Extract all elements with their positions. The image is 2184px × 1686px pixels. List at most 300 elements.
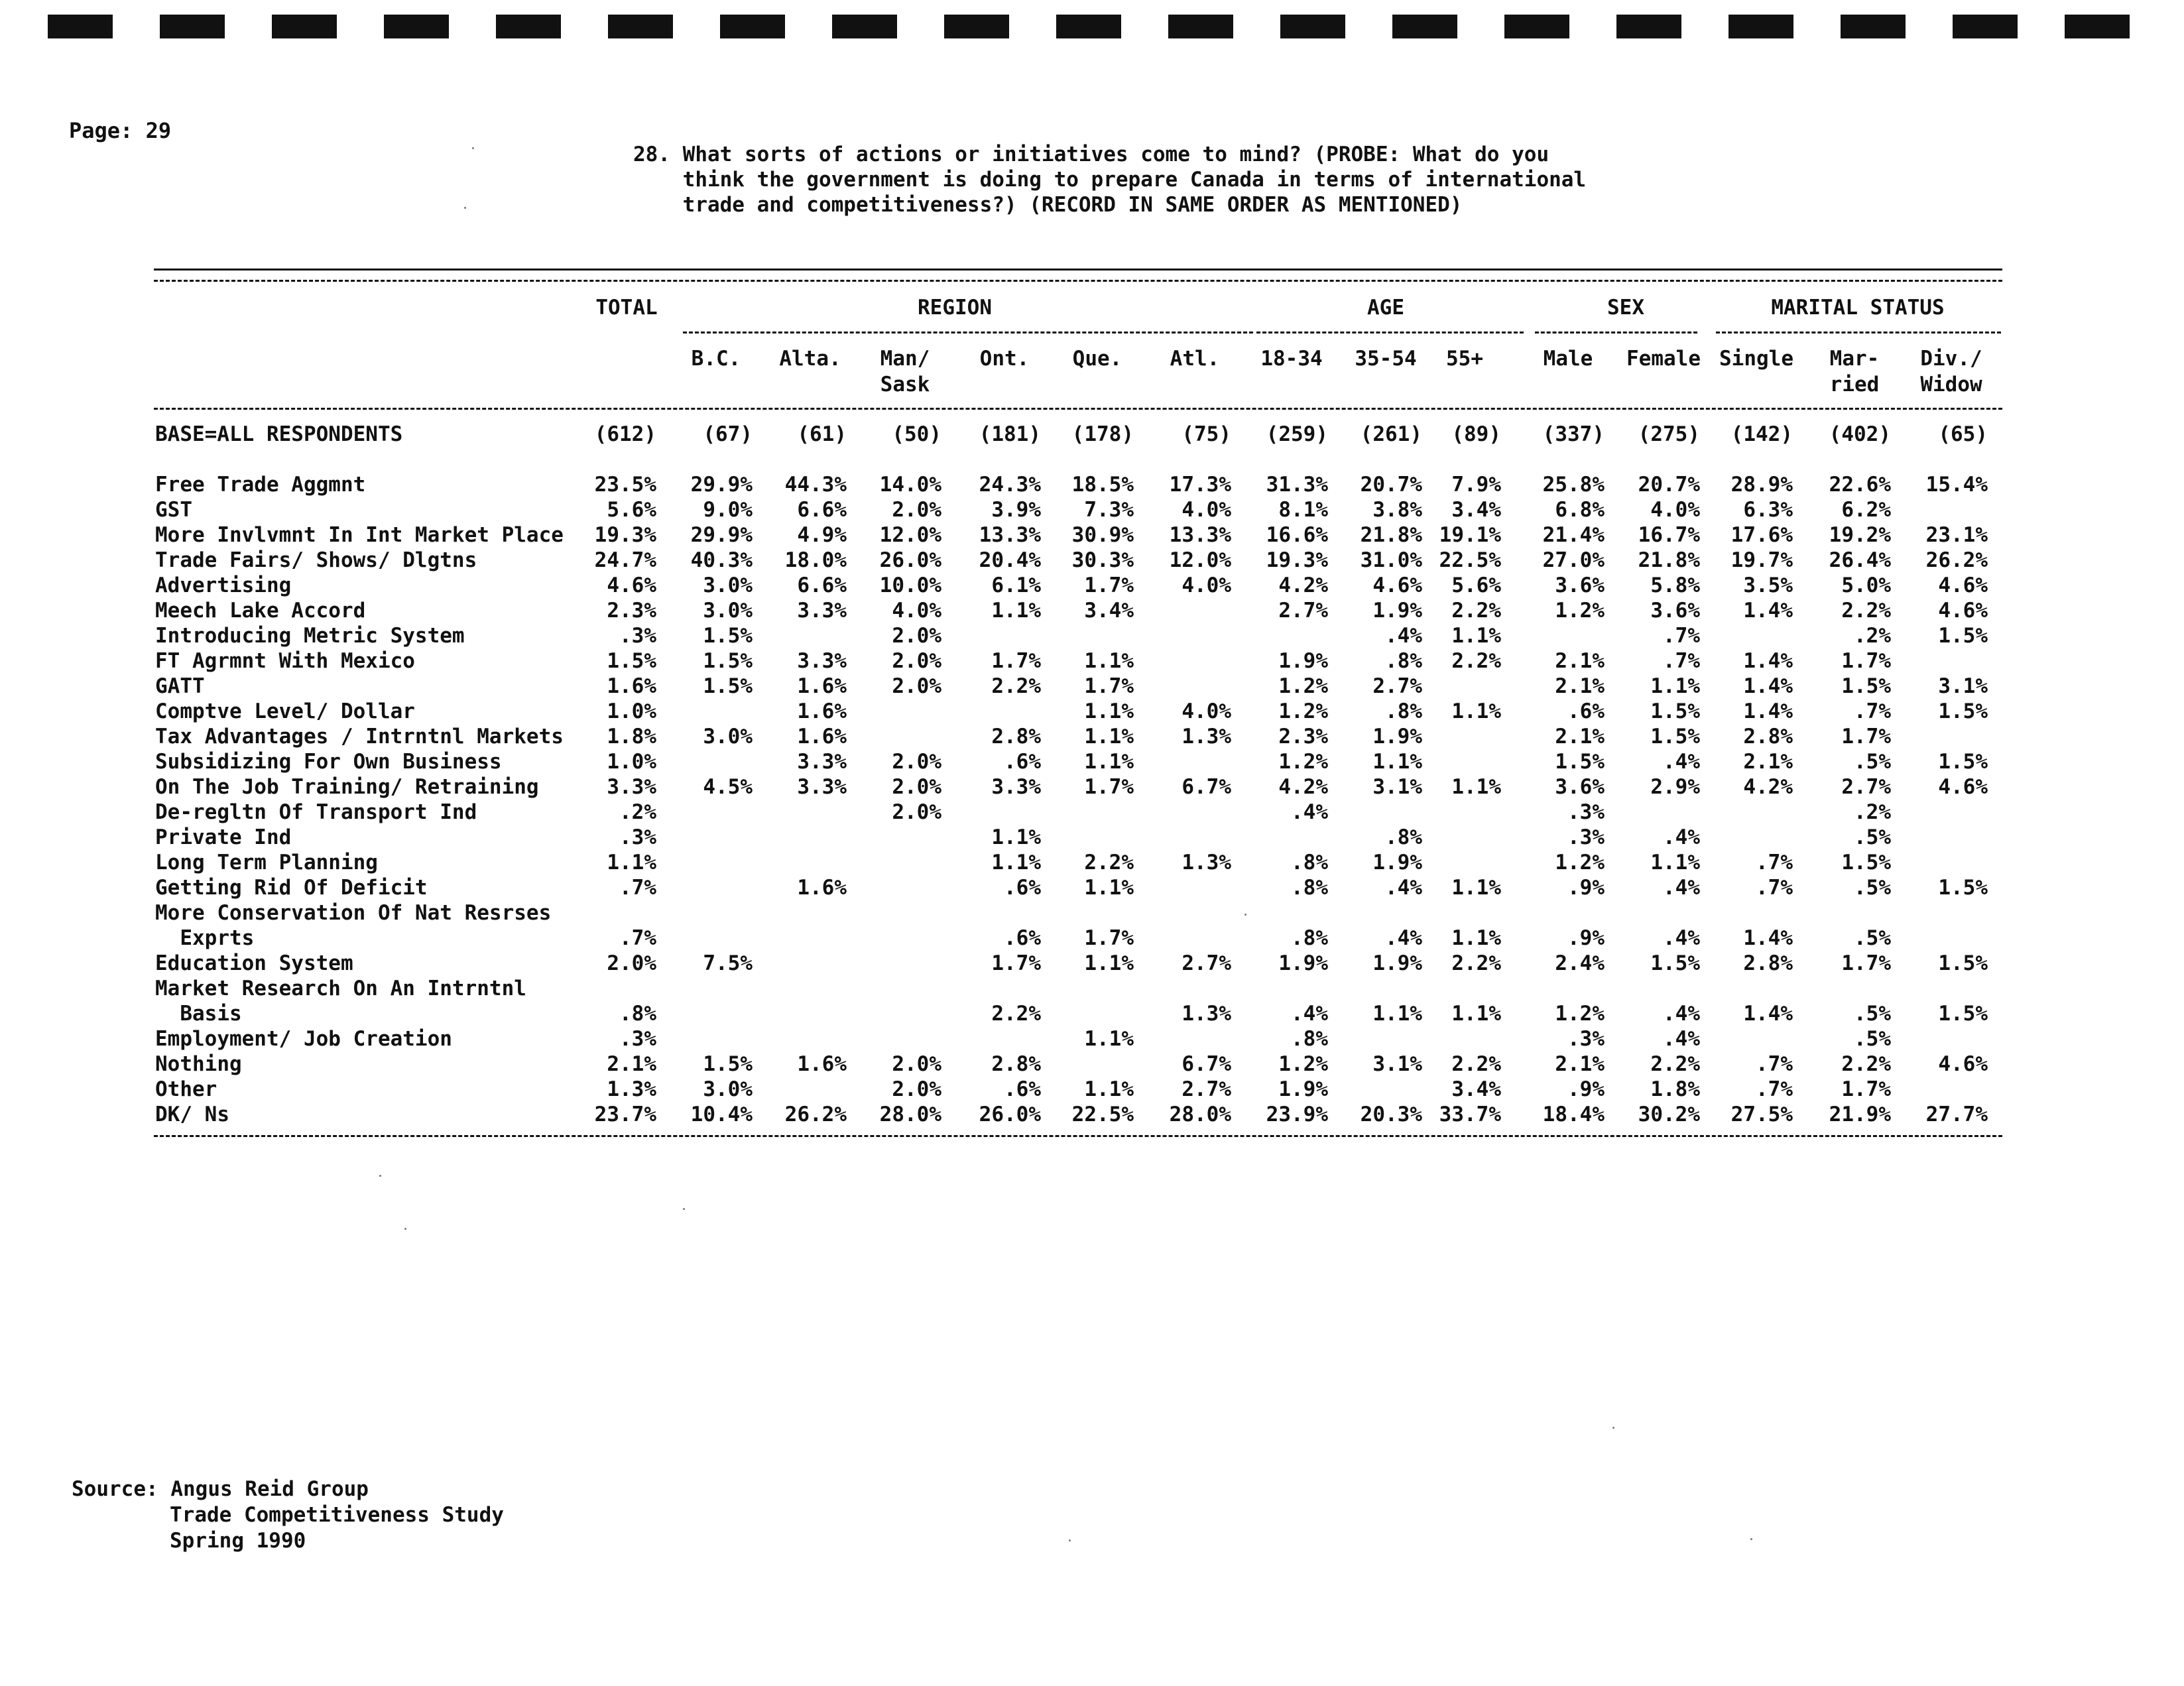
table-cell: 8.1%: [1278, 498, 1328, 522]
row-label: Tax Advantages / Intrntnl Markets: [155, 725, 564, 749]
table-cell: .5%: [1854, 926, 1891, 950]
table-cell: 19.1%: [1439, 523, 1501, 547]
table-cell: 1.9%: [1278, 649, 1328, 673]
table-cell: 1.5%: [1650, 951, 1700, 975]
table-cell: 23.7%: [594, 1103, 656, 1126]
table-cell: 1.6%: [797, 674, 847, 698]
table-cell: 1.2%: [1278, 674, 1328, 698]
base-value: (142): [1730, 422, 1793, 446]
header-bottom-rule: [154, 408, 2002, 410]
table-cell: 4.2%: [1278, 573, 1328, 597]
binding-hole-strip: [0, 15, 2184, 38]
table-cell: 2.1%: [1555, 674, 1605, 698]
table-cell: 5.6%: [1451, 573, 1501, 597]
table-cell: 1.3%: [607, 1077, 656, 1101]
table-cell: 1.2%: [1278, 750, 1328, 774]
table-cell: 4.0%: [1182, 573, 1231, 597]
column-header: Que.: [1072, 347, 1122, 371]
table-cell: .4%: [1663, 1002, 1700, 1026]
table-cell: .2%: [619, 800, 656, 824]
table-cell: 1.2%: [1555, 1002, 1605, 1026]
table-cell: 1.7%: [991, 649, 1041, 673]
table-cell: 3.3%: [607, 775, 656, 799]
row-label: Meech Lake Accord: [155, 599, 366, 623]
table-cell: .3%: [619, 1027, 656, 1051]
table-cell: 2.0%: [892, 1077, 941, 1101]
table-cell: 2.8%: [1743, 951, 1793, 975]
table-cell: 26.2%: [1925, 548, 1988, 572]
table-cell: 18.5%: [1071, 473, 1134, 497]
table-cell: 1.5%: [1938, 699, 1988, 723]
table-cell: 17.6%: [1730, 523, 1793, 547]
table-cell: 2.0%: [892, 750, 941, 774]
row-label: Private Ind: [155, 825, 292, 849]
table-cell: 1.1%: [1084, 876, 1134, 900]
table-cell: 19.2%: [1829, 523, 1891, 547]
table-cell: .7%: [1663, 649, 1700, 673]
table-cell: 2.8%: [1743, 725, 1793, 749]
row-label: Introducing Metric System: [155, 624, 465, 648]
table-cell: 1.1%: [1084, 1027, 1134, 1051]
table-cell: 23.1%: [1925, 523, 1988, 547]
table-cell: 3.3%: [797, 775, 847, 799]
table-cell: 6.3%: [1743, 498, 1793, 522]
table-cell: 28.0%: [1169, 1103, 1231, 1126]
table-cell: 1.9%: [1278, 951, 1328, 975]
table-cell: 18.0%: [784, 548, 847, 572]
table-cell: .2%: [1854, 800, 1891, 824]
table-cell: 10.0%: [879, 573, 941, 597]
table-cell: 28.0%: [879, 1103, 941, 1126]
table-cell: .3%: [1567, 1027, 1605, 1051]
column-header-line2: ried: [1829, 373, 1880, 396]
table-cell: .8%: [1385, 825, 1422, 849]
binding-block: [720, 15, 785, 38]
table-cell: 6.6%: [797, 498, 847, 522]
binding-block: [1056, 15, 1121, 38]
table-cell: 2.7%: [1182, 951, 1231, 975]
table-cell: 12.0%: [1169, 548, 1231, 572]
table-cell: 1.5%: [703, 624, 753, 648]
scan-speck: [1612, 1427, 1614, 1429]
table-cell: 3.0%: [703, 573, 753, 597]
column-header-line2: Sask: [880, 373, 930, 396]
table-cell: 19.3%: [1266, 548, 1328, 572]
table-cell: .5%: [1854, 825, 1891, 849]
table-cell: 25.8%: [1542, 473, 1605, 497]
table-cell: .4%: [1663, 1027, 1700, 1051]
table-cell: 3.0%: [703, 725, 753, 749]
base-value: (261): [1360, 422, 1422, 446]
scan-speck: [472, 147, 474, 149]
table-cell: .7%: [619, 926, 656, 950]
table-cell: .4%: [1663, 876, 1700, 900]
column-header: Mar-: [1829, 347, 1880, 371]
table-cell: 2.0%: [892, 498, 941, 522]
table-cell: 1.1%: [1084, 951, 1134, 975]
table-cell: .6%: [1004, 926, 1041, 950]
table-cell: 2.9%: [1650, 775, 1700, 799]
table-cell: 27.5%: [1730, 1103, 1793, 1126]
table-cell: .7%: [1756, 1052, 1793, 1076]
row-label: GATT: [155, 674, 205, 698]
table-cell: .9%: [1567, 1077, 1605, 1101]
table-cell: 3.1%: [1372, 1052, 1422, 1076]
table-cell: 1.5%: [703, 674, 753, 698]
table-cell: .6%: [1004, 1077, 1041, 1101]
table-cell: 1.1%: [1084, 649, 1134, 673]
table-cell: 2.0%: [607, 951, 656, 975]
table-cell: 20.7%: [1638, 473, 1700, 497]
table-cell: 4.0%: [1650, 498, 1700, 522]
table-cell: .8%: [619, 1002, 656, 1026]
table-cell: 1.7%: [1084, 573, 1134, 597]
table-cell: 21.8%: [1638, 548, 1700, 572]
table-cell: 7.5%: [703, 951, 753, 975]
table-cell: 1.2%: [1278, 699, 1328, 723]
row-label: On The Job Training/ Retraining: [155, 775, 539, 799]
table-cell: 3.6%: [1555, 573, 1605, 597]
question-number: 28.: [633, 143, 670, 166]
table-cell: 31.0%: [1360, 548, 1422, 572]
table-cell: 1.1%: [1084, 699, 1134, 723]
table-cell: 3.4%: [1084, 599, 1134, 623]
table-cell: 5.6%: [607, 498, 656, 522]
column-header: Male: [1543, 347, 1593, 371]
table-cell: 18.4%: [1542, 1103, 1605, 1126]
table-cell: .8%: [1291, 926, 1328, 950]
table-cell: 1.8%: [1650, 1077, 1700, 1101]
table-cell: 3.3%: [797, 599, 847, 623]
table-cell: 26.0%: [879, 548, 941, 572]
table-cell: 1.1%: [1451, 876, 1501, 900]
table-cell: .2%: [1854, 624, 1891, 648]
base-value: (75): [1182, 422, 1231, 446]
group-header-total: TOTAL: [595, 296, 658, 320]
table-cell: 1.4%: [1743, 649, 1793, 673]
table-cell: 1.5%: [1555, 750, 1605, 774]
row-label: De-regltn Of Transport Ind: [155, 800, 477, 824]
table-cell: .4%: [1663, 825, 1700, 849]
group-underline: [683, 331, 1253, 333]
table-cell: .8%: [1291, 851, 1328, 874]
table-cell: .7%: [1756, 1077, 1793, 1101]
table-cell: 23.9%: [1266, 1103, 1328, 1126]
table-cell: .3%: [1567, 800, 1605, 824]
question-line-3: trade and competitiveness?) (RECORD IN SAME ORDER AS MENTIONED): [682, 193, 1463, 217]
table-cell: 4.9%: [797, 523, 847, 547]
table-cell: 2.0%: [892, 624, 941, 648]
table-cell: 26.2%: [784, 1103, 847, 1126]
table-cell: 16.7%: [1638, 523, 1700, 547]
table-cell: .4%: [1663, 926, 1700, 950]
table-cell: 2.2%: [991, 674, 1041, 698]
base-value: (181): [979, 422, 1041, 446]
table-cell: 1.5%: [703, 649, 753, 673]
table-cell: 1.1%: [1372, 750, 1422, 774]
table-cell: 6.1%: [991, 573, 1041, 597]
base-value: (259): [1266, 422, 1328, 446]
table-cell: 1.7%: [1841, 649, 1891, 673]
table-cell: 13.3%: [1169, 523, 1231, 547]
row-label: Exprts: [155, 926, 255, 950]
table-cell: 6.8%: [1555, 498, 1605, 522]
binding-block: [1168, 15, 1233, 38]
table-cell: 1.4%: [1743, 1002, 1793, 1026]
table-cell: .7%: [1756, 851, 1793, 874]
table-cell: 2.1%: [1743, 750, 1793, 774]
table-cell: 4.6%: [607, 573, 656, 597]
table-cell: 2.2%: [1650, 1052, 1700, 1076]
table-cell: 1.6%: [797, 699, 847, 723]
table-cell: .6%: [1004, 876, 1041, 900]
table-cell: 1.9%: [1372, 599, 1422, 623]
row-label: Getting Rid Of Deficit: [155, 876, 428, 900]
table-cell: .8%: [1291, 876, 1328, 900]
table-cell: 2.2%: [1841, 1052, 1891, 1076]
table-cell: 7.9%: [1451, 473, 1501, 497]
table-cell: 4.2%: [1278, 775, 1328, 799]
table-cell: 3.4%: [1451, 1077, 1501, 1101]
row-label: Advertising: [155, 573, 292, 597]
binding-block: [48, 15, 113, 38]
binding-block: [496, 15, 561, 38]
binding-block: [2065, 15, 2130, 38]
table-cell: 4.6%: [1938, 775, 1988, 799]
table-cell: .5%: [1854, 750, 1891, 774]
table-cell: .7%: [619, 876, 656, 900]
table-cell: 19.7%: [1730, 548, 1793, 572]
row-label: Nothing: [155, 1052, 242, 1076]
table-cell: 22.5%: [1071, 1103, 1134, 1126]
table-cell: 2.2%: [1084, 851, 1134, 874]
table-cell: 2.1%: [1555, 649, 1605, 673]
binding-block: [1953, 15, 2018, 38]
table-cell: 2.2%: [1841, 599, 1891, 623]
table-cell: 1.5%: [1650, 699, 1700, 723]
table-cell: .5%: [1854, 1027, 1891, 1051]
group-underline: [1256, 331, 1524, 333]
table-cell: 3.0%: [703, 1077, 753, 1101]
table-cell: 1.3%: [1182, 1002, 1231, 1026]
table-cell: 1.6%: [797, 1052, 847, 1076]
column-header: B.C.: [691, 347, 741, 371]
table-cell: 4.6%: [1372, 573, 1422, 597]
table-cell: 21.8%: [1360, 523, 1422, 547]
base-value: (402): [1829, 422, 1891, 446]
page-number: Page: 29: [69, 118, 172, 143]
table-cell: 1.1%: [1451, 624, 1501, 648]
table-cell: 1.6%: [797, 725, 847, 749]
base-value: (67): [703, 422, 753, 446]
row-label: Long Term Planning: [155, 851, 378, 874]
table-cell: 21.4%: [1542, 523, 1605, 547]
table-cell: .4%: [1291, 1002, 1328, 1026]
table-top-rule: [154, 269, 2002, 271]
table-cell: 20.7%: [1360, 473, 1422, 497]
table-cell: .4%: [1385, 926, 1422, 950]
row-label: Education System: [155, 951, 353, 975]
table-cell: .9%: [1567, 926, 1605, 950]
table-cell: 1.1%: [1451, 926, 1501, 950]
scan-speck: [464, 207, 466, 209]
table-cell: 2.2%: [1451, 1052, 1501, 1076]
table-cell: 2.1%: [607, 1052, 656, 1076]
table-cell: 1.1%: [1451, 699, 1501, 723]
table-cell: 2.0%: [892, 800, 941, 824]
row-label: Employment/ Job Creation: [155, 1027, 452, 1051]
table-cell: 1.8%: [607, 725, 656, 749]
scan-speck: [1069, 1539, 1071, 1541]
table-cell: 1.3%: [1182, 851, 1231, 874]
table-cell: 1.0%: [607, 750, 656, 774]
table-cell: 2.7%: [1182, 1077, 1231, 1101]
binding-block: [384, 15, 449, 38]
table-cell: 1.7%: [991, 951, 1041, 975]
table-cell: 2.2%: [991, 1002, 1041, 1026]
table-cell: 4.0%: [892, 599, 941, 623]
binding-block: [1504, 15, 1569, 38]
table-cell: 1.4%: [1743, 699, 1793, 723]
table-cell: 27.7%: [1925, 1103, 1988, 1126]
scan-speck: [379, 1175, 381, 1177]
table-cell: 2.7%: [1841, 775, 1891, 799]
table-cell: .8%: [1385, 649, 1422, 673]
base-value: (178): [1071, 422, 1134, 446]
table-cell: 1.1%: [991, 599, 1041, 623]
binding-block: [272, 15, 337, 38]
table-cell: 26.4%: [1829, 548, 1891, 572]
table-cell: 1.1%: [607, 851, 656, 874]
table-cell: 12.0%: [879, 523, 941, 547]
column-header: 55+: [1446, 347, 1483, 371]
table-cell: 4.6%: [1938, 573, 1988, 597]
table-cell: 13.3%: [979, 523, 1041, 547]
table-cell: 2.2%: [1451, 649, 1501, 673]
group-header-sex: SEX: [1607, 296, 1644, 320]
base-value: (612): [594, 422, 656, 446]
column-header: Ont.: [979, 347, 1030, 371]
binding-block: [1280, 15, 1345, 38]
table-cell: 1.2%: [1278, 1052, 1328, 1076]
table-cell: 20.4%: [979, 548, 1041, 572]
table-cell: 1.1%: [1650, 674, 1700, 698]
table-cell: 1.5%: [1938, 1002, 1988, 1026]
binding-block: [160, 15, 225, 38]
table-cell: 1.1%: [991, 825, 1041, 849]
question-line-2: think the government is doing to prepare Canada in terms of international: [682, 168, 1587, 192]
table-cell: 2.1%: [1555, 1052, 1605, 1076]
table-cell: 1.9%: [1372, 851, 1422, 874]
table-cell: .8%: [1291, 1027, 1328, 1051]
table-cell: 1.6%: [607, 674, 656, 698]
table-cell: 1.4%: [1743, 674, 1793, 698]
table-cell: 31.3%: [1266, 473, 1328, 497]
table-cell: 1.1%: [1451, 1002, 1501, 1026]
table-cell: 3.3%: [797, 750, 847, 774]
table-cell: 1.7%: [1084, 926, 1134, 950]
table-cell: 24.7%: [594, 548, 656, 572]
table-cell: 1.1%: [1451, 775, 1501, 799]
table-cell: 4.2%: [1743, 775, 1793, 799]
base-value: (275): [1638, 422, 1700, 446]
base-value: (89): [1451, 422, 1501, 446]
table-cell: 22.6%: [1829, 473, 1891, 497]
table-cell: 26.0%: [979, 1103, 1041, 1126]
source-label: Source:: [72, 1477, 158, 1501]
table-cell: 2.7%: [1278, 599, 1328, 623]
table-cell: .4%: [1385, 624, 1422, 648]
table-cell: .7%: [1854, 699, 1891, 723]
binding-block: [1392, 15, 1457, 38]
table-cell: 2.1%: [1555, 725, 1605, 749]
row-label: Other: [155, 1077, 217, 1101]
row-label: Free Trade Aggmnt: [155, 473, 366, 497]
table-cell: .3%: [619, 825, 656, 849]
table-cell: 7.3%: [1084, 498, 1134, 522]
row-label: More Invlvmnt In Int Market Place: [155, 523, 564, 547]
group-underline: [1716, 331, 2001, 333]
table-cell: .5%: [1854, 876, 1891, 900]
table-cell: 1.9%: [1278, 1077, 1328, 1101]
table-cell: .4%: [1291, 800, 1328, 824]
table-cell: 33.7%: [1439, 1103, 1501, 1126]
table-cell: 3.4%: [1451, 498, 1501, 522]
table-cell: 19.3%: [594, 523, 656, 547]
table-cell: 1.1%: [1084, 750, 1134, 774]
table-cell: 30.9%: [1071, 523, 1134, 547]
table-cell: 2.8%: [991, 1052, 1041, 1076]
table-cell: .8%: [1385, 699, 1422, 723]
table-cell: 2.0%: [892, 1052, 941, 1076]
table-cell: 30.2%: [1638, 1103, 1700, 1126]
table-cell: .6%: [1004, 750, 1041, 774]
binding-block: [1616, 15, 1681, 38]
table-cell: 1.3%: [1182, 725, 1231, 749]
table-cell: 1.7%: [1084, 775, 1134, 799]
table-cell: 2.2%: [1451, 951, 1501, 975]
table-cell: 2.4%: [1555, 951, 1605, 975]
binding-block: [832, 15, 897, 38]
table-cell: 20.3%: [1360, 1103, 1422, 1126]
table-cell: 27.0%: [1542, 548, 1605, 572]
table-cell: .4%: [1385, 876, 1422, 900]
table-cell: 2.0%: [892, 775, 941, 799]
table-cell: 29.9%: [690, 473, 753, 497]
table-cell: .9%: [1567, 876, 1605, 900]
table-top-dashed-rule: [154, 280, 2002, 282]
table-cell: 4.5%: [703, 775, 753, 799]
column-header: 35-54: [1355, 347, 1417, 371]
table-cell: .6%: [1567, 699, 1605, 723]
column-header: Alta.: [779, 347, 841, 371]
table-cell: 1.5%: [1938, 624, 1988, 648]
source-note: [72, 1476, 504, 1554]
table-cell: 40.3%: [690, 548, 753, 572]
group-underline: [1535, 331, 1697, 333]
table-cell: 14.0%: [879, 473, 941, 497]
base-row-label: BASE=ALL RESPONDENTS: [155, 422, 403, 446]
group-header-region: REGION: [918, 296, 992, 320]
table-cell: .7%: [1663, 624, 1700, 648]
question-line-1: What sorts of actions or initiatives come to mind? (PROBE: What do you: [682, 143, 1549, 166]
group-header-age: AGE: [1367, 296, 1404, 320]
row-label: Trade Fairs/ Shows/ Dlgtns: [155, 548, 477, 572]
table-cell: 10.4%: [690, 1103, 753, 1126]
table-cell: 22.5%: [1439, 548, 1501, 572]
table-cell: 3.3%: [797, 649, 847, 673]
table-cell: 3.1%: [1938, 674, 1988, 698]
